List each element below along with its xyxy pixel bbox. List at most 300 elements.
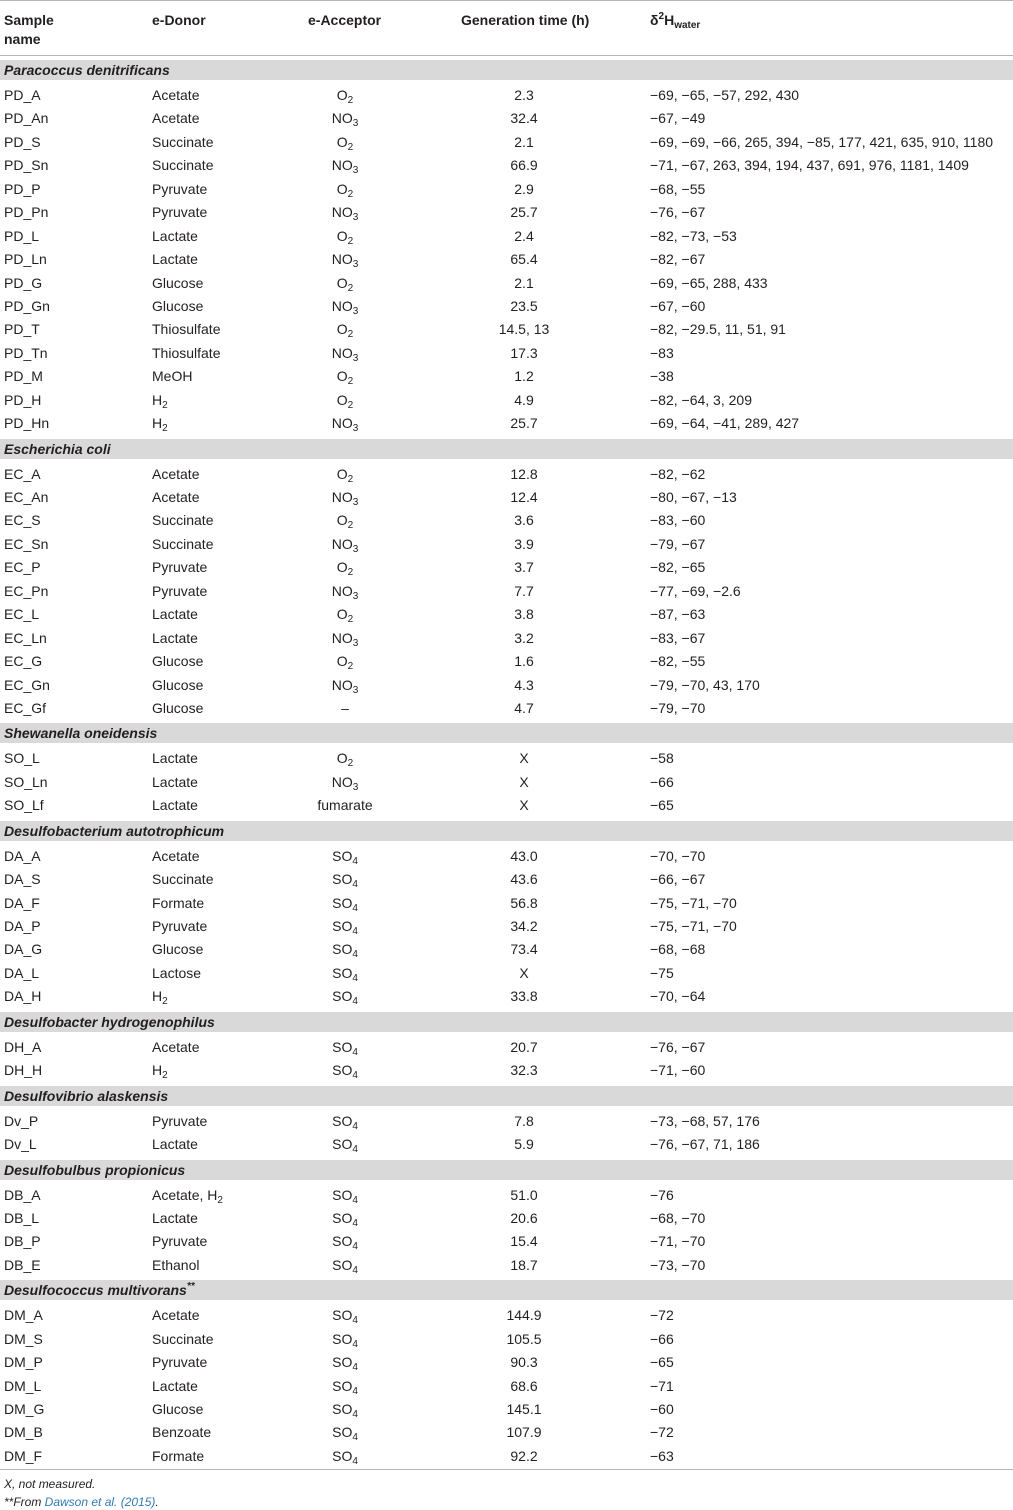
cell-e-acceptor-subscript: 3 [352, 781, 359, 793]
cell-sample-name [4, 653, 42, 669]
cell-generation-time-text: 144.9 [506, 1307, 542, 1324]
cell-e-donor-text: Lactate [152, 1136, 198, 1153]
cell-e-acceptor-text: SO [332, 1038, 353, 1055]
cell-sample-name [4, 559, 41, 575]
cell-delta-water-text: −65 [650, 1354, 674, 1371]
cell-generation-time-text: X [519, 964, 529, 981]
cell-e-acceptor-subscript: 3 [352, 259, 359, 271]
cell-sample-name [4, 848, 41, 864]
cell-delta-water [650, 512, 705, 528]
table-row [0, 696, 1013, 719]
cell-sample-name-text: DB_A [4, 1186, 41, 1203]
group-name [4, 61, 170, 79]
cell-delta-water [650, 204, 705, 220]
cell-delta-water-text: −77, −69, −2.6 [650, 582, 741, 599]
cell-e-acceptor-subscript: 2 [347, 376, 354, 388]
cell-e-donor-text: H [152, 415, 163, 432]
cell-sample-name-text: PD_H [4, 391, 42, 408]
cell-e-donor [152, 1186, 223, 1206]
cell-delta-water [650, 298, 705, 314]
cell-e-acceptor-subscript: 4 [352, 949, 358, 961]
cell-sample-name [4, 895, 40, 911]
cell-sample-name-text: SO_Ln [4, 773, 48, 790]
table-row [0, 411, 1013, 434]
cell-sample-name-text: DB_P [4, 1233, 41, 1250]
cell-e-acceptor-subscript: 4 [352, 902, 358, 914]
table-row [0, 485, 1013, 508]
cell-e-donor [152, 181, 207, 197]
cell-e-donor-text: Lactate [152, 606, 198, 623]
cell-generation-time-text: 4.3 [514, 676, 534, 693]
cell-delta-water-text: −75, −71, −70 [650, 918, 737, 934]
cell-e-donor [152, 988, 168, 1008]
cell-e-donor-text: Succinate [152, 512, 214, 529]
cell-e-donor-text: Acetate [152, 465, 200, 482]
cell-generation-time-text: 3.9 [514, 535, 534, 552]
cell-sample-name-text: EC_L [4, 606, 40, 623]
cell-sample-name-text: DA_S [4, 871, 41, 888]
cell-delta-water-text: −68, −70 [650, 1209, 706, 1226]
cell-delta-water [650, 489, 737, 505]
header-generation-time: Generation time (h) [461, 12, 590, 28]
cell-delta-water [650, 895, 737, 911]
cell-sample-name-text: DA_F [4, 894, 40, 911]
cell-e-acceptor-subscript: 3 [352, 637, 359, 649]
cell-e-acceptor-text: NO [331, 297, 353, 314]
cell-generation-time-text: 145.1 [506, 1401, 542, 1417]
table-header [0, 0, 1013, 56]
table-row [0, 1229, 1013, 1252]
cell-e-acceptor-subscript: 2 [347, 567, 354, 579]
cell-sample-name [4, 774, 48, 790]
cell-delta-water-text: −60 [650, 1401, 674, 1417]
cell-delta-water-text: −75 [650, 964, 674, 981]
cell-e-donor [152, 1039, 199, 1055]
cell-e-donor [152, 1136, 198, 1152]
cell-e-donor [152, 536, 213, 552]
table-row [0, 532, 1013, 555]
cell-delta-water [650, 157, 969, 173]
table-row [0, 462, 1013, 485]
cell-e-donor-text: Acetate [152, 1307, 200, 1324]
cell-e-donor [152, 583, 207, 599]
cell-sample-name-text: Dv_L [4, 1136, 37, 1153]
cell-delta-water [650, 1210, 705, 1226]
cell-generation-time-text: 5.9 [514, 1136, 534, 1153]
cell-sample-name [4, 345, 48, 361]
cell-sample-name-text: PD_M [4, 368, 43, 385]
cell-sample-name [4, 1354, 43, 1370]
table-row [0, 1132, 1013, 1155]
cell-e-acceptor-subscript: 2 [347, 758, 354, 770]
table-row [0, 914, 1013, 937]
cell-delta-water [650, 110, 705, 126]
table-row [0, 770, 1013, 793]
cell-delta-water [650, 345, 674, 361]
cell-delta-water [650, 1331, 674, 1347]
cell-e-acceptor-subscript: 2 [347, 329, 354, 341]
cell-sample-name-text: EC_Gn [4, 676, 50, 693]
cell-sample-name [4, 298, 50, 314]
cell-generation-time-text: 18.7 [510, 1256, 538, 1273]
group-name-text: Desulfobacterium autotrophicum [4, 822, 225, 839]
table-row [0, 984, 1013, 1007]
group-name [4, 1161, 185, 1179]
cell-generation-time-text: 14.5, 13 [498, 321, 550, 338]
cell-e-acceptor-text: NO [331, 344, 353, 361]
cell-e-acceptor-subscript: 3 [352, 543, 359, 555]
cell-e-acceptor-subscript: 3 [352, 165, 359, 177]
cell-e-donor-text: Ethanol [152, 1256, 200, 1273]
cell-e-donor [152, 941, 203, 957]
cell-e-donor-text: Lactate [152, 750, 198, 767]
cell-delta-water-text: −73, −70 [650, 1256, 706, 1273]
cell-sample-name [4, 275, 42, 291]
cell-e-donor [152, 415, 168, 435]
cell-e-donor [152, 251, 198, 267]
cell-sample-name [4, 606, 39, 622]
group-header [0, 1012, 1013, 1032]
cell-e-donor-text: Pyruvate [152, 180, 208, 197]
cell-delta-water-text: −79, −67 [650, 535, 706, 552]
table-row [0, 83, 1013, 106]
cell-e-donor [152, 110, 199, 126]
cell-delta-water-text: −82, −67 [650, 251, 706, 268]
table-bottom-rule [0, 1469, 1013, 1470]
cell-e-acceptor-subscript: 2 [347, 141, 354, 153]
table-row [0, 937, 1013, 960]
cell-sample-name-text: PD_Hn [4, 415, 50, 432]
cell-delta-water-text: −73, −68, 57, 176 [650, 1112, 760, 1129]
cell-generation-time-text: 32.3 [510, 1062, 538, 1079]
cell-e-acceptor-subscript: 4 [352, 996, 358, 1008]
header-delta-water [650, 11, 700, 30]
cell-e-acceptor-subscript: 4 [352, 1217, 358, 1229]
cell-e-donor-text: Lactose [152, 964, 202, 981]
cell-e-donor-text: Succinate [152, 1330, 214, 1347]
group-header [0, 1086, 1013, 1106]
cell-e-acceptor-text: SO [332, 1256, 353, 1273]
cell-e-donor-text: Lactate [152, 227, 198, 244]
group-header [0, 60, 1013, 80]
cell-sample-name [4, 1233, 41, 1249]
cell-e-donor-text: Glucose [152, 274, 204, 291]
cell-delta-water-text: −67, −49 [650, 110, 706, 127]
cell-e-donor-text: Glucose [152, 297, 204, 314]
cell-e-donor [152, 204, 207, 220]
cell-sample-name-text: DM_G [4, 1401, 45, 1417]
cell-generation-time-text: 20.6 [510, 1209, 538, 1226]
delta-superscript: 2 [658, 11, 665, 22]
cell-generation-time-text: 25.7 [510, 204, 538, 221]
cell-generation-time-text: 2.4 [514, 227, 534, 244]
group-name [4, 1013, 215, 1031]
cell-delta-water [650, 1378, 674, 1394]
cell-e-acceptor-text: O [336, 653, 348, 670]
cell-e-donor [152, 1113, 207, 1129]
table-row [0, 1397, 1013, 1420]
cell-sample-name [4, 677, 50, 693]
table-row [0, 649, 1013, 672]
group-name-text: Desulfobacter hydrogenophilus [4, 1013, 215, 1030]
cell-sample-name-text: DA_H [4, 988, 42, 1005]
cell-e-donor [152, 1331, 213, 1347]
cell-e-donor-text: Thiosulfate [152, 344, 221, 361]
cell-e-acceptor-text: NO [331, 629, 353, 646]
cell-generation-time-text: 15.4 [510, 1233, 538, 1250]
cell-delta-water [650, 965, 674, 981]
cell-e-acceptor-text: SO [332, 1330, 353, 1347]
cell-generation-time-text: X [519, 773, 529, 790]
cell-generation-time-text: 1.2 [514, 368, 534, 385]
cell-sample-name-text: PD_L [4, 227, 40, 244]
cell-e-acceptor-text: – [341, 699, 349, 716]
cell-delta-water [650, 1424, 674, 1440]
cell-delta-water [650, 700, 705, 716]
cell-sample-name [4, 1448, 42, 1464]
footnote-source-suffix: . [155, 1495, 159, 1509]
cell-generation-time-text: 43.0 [510, 847, 538, 864]
group-name-text: Desulfovibrio alaskensis [4, 1087, 169, 1104]
cell-e-donor [152, 750, 198, 766]
cell-sample-name [4, 1378, 41, 1394]
cell-generation-time-text: 43.6 [510, 871, 538, 888]
cell-sample-name-text: PD_Tn [4, 344, 48, 361]
cell-e-donor [152, 1307, 199, 1323]
cell-e-acceptor-text: O [336, 391, 348, 408]
cell-e-acceptor-subscript: 3 [352, 497, 359, 508]
group-header [0, 1160, 1013, 1180]
cell-generation-time-text: 3.7 [514, 559, 534, 576]
cell-sample-name [4, 871, 41, 887]
cell-e-acceptor-text: SO [332, 988, 353, 1005]
cell-e-donor [152, 965, 201, 981]
cell-e-donor-text: Acetate [152, 1038, 200, 1055]
cell-sample-name [4, 368, 43, 384]
cell-sample-name [4, 988, 41, 1004]
table-row [0, 1420, 1013, 1443]
table-row [0, 341, 1013, 364]
table-row [0, 317, 1013, 340]
cell-delta-water-text: −70, −70 [650, 847, 706, 864]
cell-delta-water [650, 797, 674, 813]
cell-sample-name [4, 1331, 43, 1347]
cell-sample-name-text: SO_Lf [4, 797, 44, 814]
cell-e-donor-subscript: 2 [217, 1194, 223, 1206]
cell-e-acceptor-text: O [336, 274, 348, 291]
cell-delta-water-text: −83, −60 [650, 512, 706, 529]
cell-e-donor-text: Pyruvate [152, 559, 208, 576]
cell-e-donor-text: H [152, 1062, 163, 1079]
cell-delta-water-text: −83 [650, 344, 674, 361]
cell-e-acceptor-subscript: 4 [352, 1432, 358, 1444]
group-header [0, 723, 1013, 743]
cell-e-acceptor-subscript: 2 [347, 661, 354, 673]
cell-e-acceptor-text: O [336, 368, 348, 385]
group-name-text: Desulfococcus multivorans [4, 1282, 187, 1299]
cell-e-donor-text: Lactate [152, 1209, 198, 1226]
cell-delta-water [650, 1136, 760, 1152]
cell-e-acceptor-text: NO [331, 535, 353, 552]
footnote-source [4, 1495, 159, 1510]
table-row [0, 1327, 1013, 1350]
cell-delta-water [650, 134, 993, 150]
cell-generation-time-text: 2.3 [514, 87, 534, 103]
cell-e-donor [152, 157, 213, 173]
cell-sample-name-text: EC_S [4, 512, 41, 529]
table-body [0, 60, 1013, 1467]
cell-e-acceptor-text: NO [331, 110, 353, 127]
cell-delta-water [650, 941, 705, 957]
cell-delta-water-text: −68, −68 [650, 941, 706, 958]
cell-delta-water [650, 583, 741, 599]
cell-generation-time-text: 51.0 [510, 1186, 538, 1203]
cell-delta-water [650, 653, 705, 669]
cell-generation-time-text: 20.7 [510, 1038, 538, 1055]
table-row [0, 602, 1013, 625]
cell-delta-water-text: −79, −70 [650, 699, 706, 716]
cell-e-acceptor-subscript: 4 [352, 1409, 358, 1420]
cell-sample-name-text: DH_H [4, 1062, 43, 1079]
cell-sample-name [4, 1113, 38, 1129]
cell-delta-water-text: −82, −73, −53 [650, 227, 737, 244]
cell-delta-water-text: −38 [650, 368, 674, 385]
table-row [0, 224, 1013, 247]
cell-sample-name-text: PD_S [4, 133, 41, 150]
cell-generation-time-text: X [519, 797, 529, 814]
cell-e-donor [152, 1378, 198, 1394]
cell-sample-name [4, 965, 39, 981]
cell-delta-water-text: −71, −67, 263, 394, 194, 437, 691, 976, 1181, 1409 [650, 157, 969, 174]
cell-e-acceptor-subscript: 4 [352, 1144, 358, 1156]
cell-delta-water [650, 368, 674, 384]
cell-delta-water [650, 988, 705, 1004]
cell-sample-name-text: EC_Pn [4, 582, 49, 599]
cell-sample-name-text: EC_P [4, 559, 41, 576]
group-name-text: Paracoccus denitrificans [4, 62, 170, 78]
cell-e-acceptor-text: SO [332, 847, 353, 864]
cell-sample-name-text: DM_S [4, 1330, 43, 1347]
cell-e-donor-subscript: 2 [162, 423, 168, 435]
cell-delta-water-text: −79, −70, 43, 170 [650, 676, 760, 693]
delta-subscript: water [674, 20, 701, 31]
cell-e-donor-text: Acetate [152, 110, 200, 127]
cell-e-acceptor-subscript: 4 [352, 1264, 358, 1276]
cell-generation-time-text: 2.1 [514, 133, 534, 150]
table-row [0, 1374, 1013, 1397]
group-name [4, 1087, 168, 1105]
footnote-not-measured: X, not measured. [4, 1477, 96, 1491]
cell-e-donor-text: Benzoate [152, 1424, 212, 1441]
table-row [0, 1183, 1013, 1206]
table-row [0, 508, 1013, 531]
cell-sample-name-text: DM_B [4, 1424, 43, 1441]
cell-e-acceptor-text: SO [332, 1186, 353, 1203]
cell-generation-time-text: 4.7 [514, 699, 534, 716]
cell-e-acceptor-subscript: 2 [347, 399, 354, 411]
cell-delta-water [650, 774, 674, 790]
table-row [0, 844, 1013, 867]
footnote-citation-link[interactable]: Dawson et al. (2015) [44, 1495, 156, 1509]
cell-e-donor [152, 275, 203, 291]
cell-sample-name-text: EC_A [4, 465, 41, 482]
table-row [0, 271, 1013, 294]
cell-sample-name [4, 228, 39, 244]
cell-delta-water-text: −76, −67 [650, 1038, 706, 1055]
cell-e-donor-text: Lactate [152, 629, 198, 646]
cell-sample-name [4, 87, 41, 103]
cell-e-donor [152, 630, 198, 646]
cell-e-donor-text: Acetate [152, 489, 200, 505]
cell-delta-water [650, 630, 705, 646]
cell-e-donor [152, 1354, 207, 1370]
cell-delta-water [650, 1354, 674, 1370]
cell-e-donor [152, 228, 198, 244]
cell-sample-name-text: EC_Ln [4, 629, 47, 646]
cell-sample-name [4, 1401, 44, 1417]
cell-sample-name-text: EC_Sn [4, 535, 49, 552]
cell-delta-water-text: −58 [650, 750, 674, 767]
cell-e-donor [152, 368, 192, 384]
table-row [0, 1350, 1013, 1373]
cell-e-acceptor-text: NO [331, 582, 353, 599]
cell-e-acceptor-text: O [336, 180, 348, 197]
cell-generation-time-text: 92.2 [510, 1447, 538, 1464]
cell-sample-name [4, 157, 48, 173]
cell-generation-time-text: 107.9 [506, 1424, 542, 1441]
cell-e-acceptor-text: NO [331, 204, 353, 221]
cell-e-acceptor-text: O [336, 321, 348, 338]
cell-sample-name-text: DM_L [4, 1377, 42, 1394]
cell-sample-name-text: PD_T [4, 321, 40, 338]
cell-delta-water [650, 228, 737, 244]
cell-e-acceptor-text: NO [331, 676, 353, 693]
cell-e-acceptor-text: NO [331, 251, 353, 268]
cell-e-acceptor-subscript: 2 [347, 614, 354, 626]
cell-e-donor-text: Acetate, H [152, 1186, 218, 1203]
cell-delta-water-text: −82, −62 [650, 465, 706, 482]
cell-e-donor [152, 489, 199, 505]
cell-e-acceptor-subscript: 2 [347, 282, 354, 294]
cell-e-donor [152, 848, 199, 864]
cell-e-donor-text: H [152, 988, 163, 1005]
cell-generation-time-text: 17.3 [510, 344, 538, 361]
group-name [4, 724, 157, 742]
cell-delta-water-text: −66 [650, 1330, 674, 1347]
cell-e-donor [152, 895, 204, 911]
cell-generation-time-text: 1.6 [514, 653, 534, 670]
cell-delta-water-text: −71, −60 [650, 1062, 706, 1079]
cell-delta-water [650, 750, 674, 766]
table-row [0, 1253, 1013, 1276]
cell-e-acceptor-subscript: 4 [352, 1120, 358, 1132]
cell-delta-water [650, 871, 705, 887]
delta-h: H [664, 12, 675, 28]
cell-delta-water [650, 677, 760, 693]
cell-sample-name [4, 1062, 42, 1078]
cell-e-donor [152, 918, 207, 934]
cell-delta-water [650, 251, 705, 267]
cell-e-acceptor-subscript: 3 [352, 212, 359, 224]
cell-sample-name [4, 204, 48, 220]
cell-e-donor [152, 559, 207, 575]
cell-delta-water-text: −80, −67, −13 [650, 489, 737, 505]
cell-e-donor-text: Glucose [152, 941, 204, 958]
cell-e-donor-text: Pyruvate [152, 204, 208, 221]
cell-sample-name-text: DB_E [4, 1256, 41, 1273]
cell-delta-water-text: −67, −60 [650, 297, 706, 314]
cell-delta-water [650, 415, 799, 431]
